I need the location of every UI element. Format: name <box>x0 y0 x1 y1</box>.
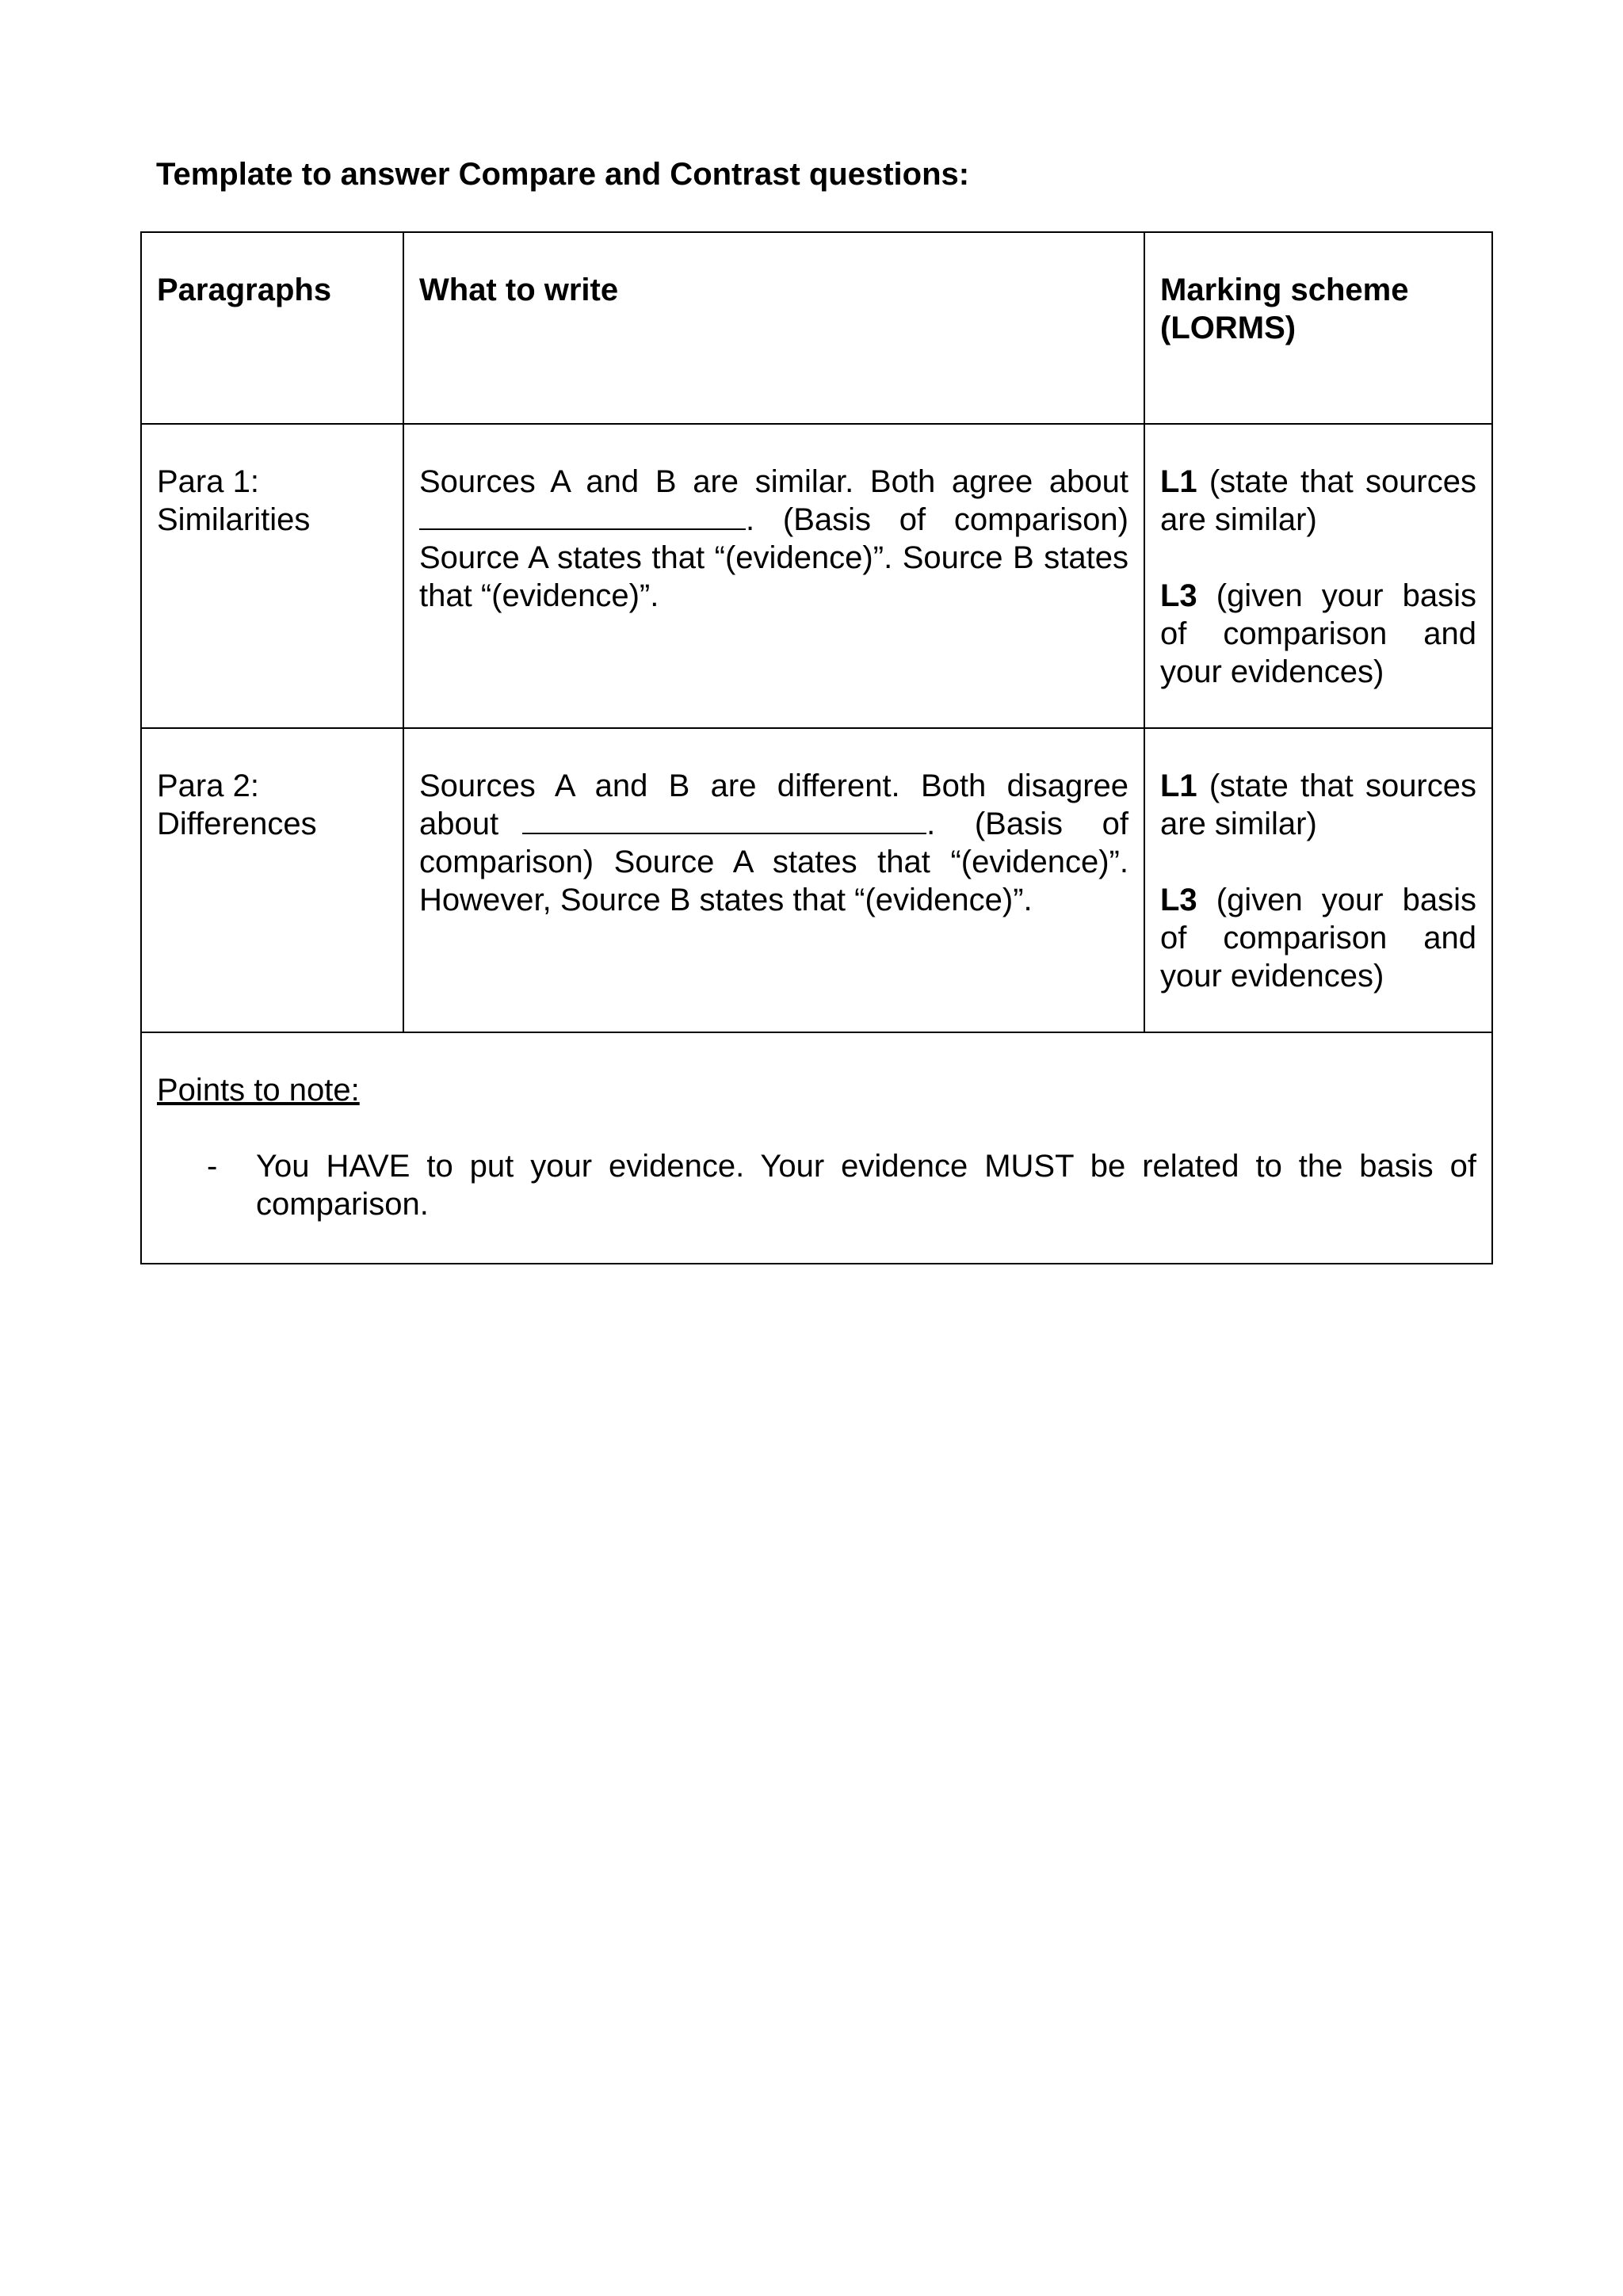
level-code: L3 <box>1160 883 1197 917</box>
para-2-text-end: . (Basis of comparison) Source A states that “(evidence)”. However, Source B states that “(evidence)”. <box>419 807 1128 917</box>
para-1-label: Para 1: Similarities <box>141 424 403 728</box>
template-table <box>140 231 1493 1264</box>
level-3-criterion <box>1160 577 1476 691</box>
para-2-marking-scheme <box>1144 728 1492 1032</box>
table-row-differences <box>141 728 1492 1032</box>
basis-blank <box>419 502 746 530</box>
para-1-marking-scheme <box>1144 424 1492 728</box>
table-header-row <box>141 232 1492 424</box>
notes-heading: Points to note: <box>157 1073 360 1108</box>
level-3-criterion <box>1160 881 1476 995</box>
level-code: L1 <box>1160 769 1197 803</box>
level-1-criterion <box>1160 767 1476 843</box>
level-description: (state that sources are similar) <box>1160 769 1476 841</box>
para-1-what-to-write <box>403 424 1144 728</box>
level-1-criterion <box>1160 463 1476 539</box>
para-1-text-start: Sources A and B are similar. Both agree about <box>419 464 1128 499</box>
para-2-what-to-write <box>403 728 1144 1032</box>
para-1-text-end: . (Basis of comparison) Source A states that “(evidence)”. Source B states that “(evidence)”. <box>419 502 1128 613</box>
level-description: (given your basis of comparison and your evidences) <box>1160 883 1476 994</box>
level-description: (state that sources are similar) <box>1160 464 1476 537</box>
page-title: Template to answer Compare and Contrast questions: <box>156 157 970 192</box>
table-row-notes <box>141 1032 1492 1264</box>
table-row-similarities <box>141 424 1492 728</box>
notes-list <box>157 1147 1476 1223</box>
dash-bullet-icon: - <box>207 1149 218 1184</box>
level-code: L3 <box>1160 578 1197 613</box>
level-code: L1 <box>1160 464 1197 499</box>
basis-blank <box>522 806 926 834</box>
header-what-to-write: What to write <box>403 232 1144 424</box>
header-marking-scheme: Marking scheme (LORMS) <box>1144 232 1492 424</box>
note-text: You HAVE to put your evidence. Your evidence MUST be related to the basis of comparison. <box>256 1149 1476 1222</box>
list-item <box>157 1147 1476 1223</box>
para-2-text-start: Sources A and B are different. Both disagree about <box>419 769 1128 841</box>
para-2-label: Para 2: Differences <box>141 728 403 1032</box>
header-paragraphs: Paragraphs <box>141 232 403 424</box>
points-to-note <box>141 1032 1492 1264</box>
level-description: (given your basis of comparison and your evidences) <box>1160 578 1476 689</box>
